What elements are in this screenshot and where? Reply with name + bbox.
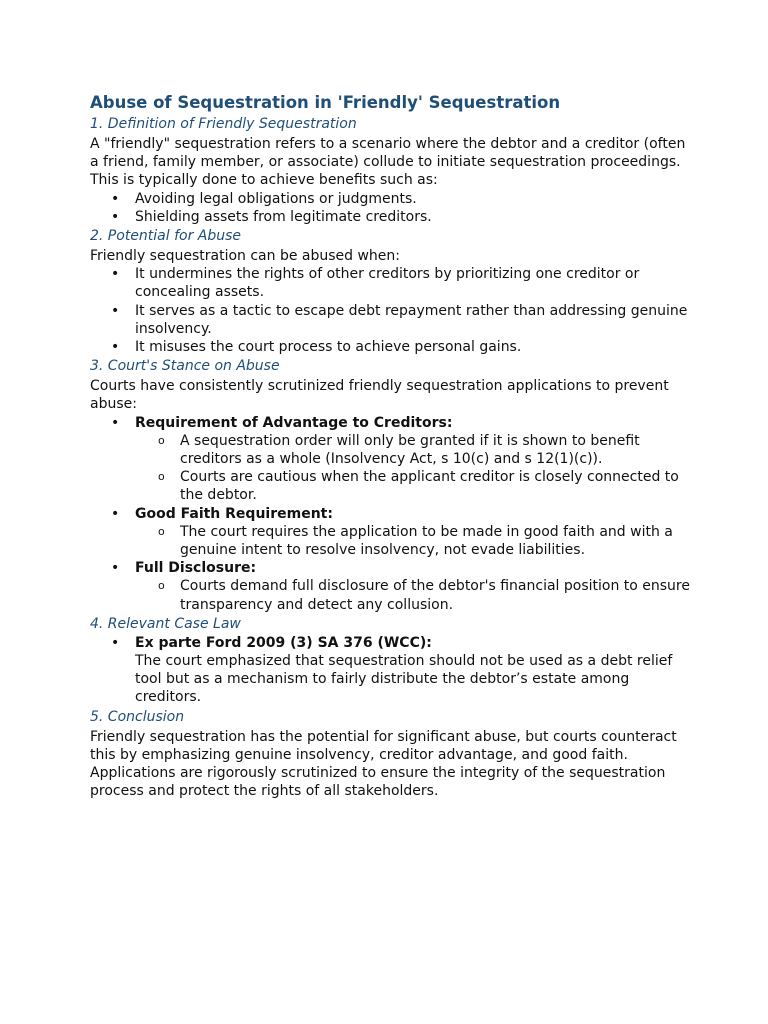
list-item [90,559,690,614]
list-item: • Avoiding legal obligations or judgments. [90,190,690,208]
bullet-list [90,414,690,614]
sub-list-item: o Courts demand full disclosure of the debtor's financial position to ensure transparency and detect any collusion. [135,577,690,613]
sub-list [135,523,690,559]
item-label: Requirement of Advantage to Creditors: [135,414,453,431]
document-title: Abuse of Sequestration in 'Friendly' Sequestration [90,93,561,112]
section-heading-conclusion: 5. Conclusion [90,708,185,725]
section-paragraph: A "friendly" sequestration refers to a scenario where the debtor and a creditor (often a friend, family member, or associate) collude to initiate sequestration proceedings. This is typically done to achieve benefits such as: [90,136,686,189]
sub-list-item: o The court requires the application to be made in good faith and with a genuine intent to resolve insolvency, not evade liabilities. [135,523,690,559]
section-paragraph: Friendly sequestration can be abused when: [90,248,401,265]
list-item: • It misuses the court process to achieve personal gains. [90,338,690,356]
section-heading-definition: 1. Definition of Friendly Sequestration [90,116,357,132]
bullet-list [90,265,690,356]
sub-list [135,577,690,613]
item-label: Full Disclosure: [135,560,257,577]
case-description: The court emphasized that sequestration should not be used as a debt relief tool but as a mechanism to fairly distribute the debtor’s estate among creditors. [135,653,673,706]
bullet-list [90,190,690,226]
sub-list-item: o A sequestration order will only be granted if it is shown to benefit creditors as a whole (Insolvency Act, s 10(c) and s 12(1)(c)). [135,432,690,468]
section-heading-abuse: 2. Potential for Abuse [90,228,242,245]
list-item: • It serves as a tactic to escape debt repayment rather than addressing genuine insolvency. [90,302,690,338]
section-paragraph: Courts have consistently scrutinized friendly sequestration applications to prevent abuse: [90,378,669,413]
sub-list-item: o Courts are cautious when the applicant creditor is closely connected to the debtor. [135,468,690,504]
section-heading-case-law: 4. Relevant Case Law [90,615,241,632]
list-item [90,414,690,505]
section-heading-court-stance: 3. Court's Stance on Abuse [90,358,280,375]
document-page [90,92,690,801]
list-item [90,505,690,560]
item-label: Good Faith Requirement: [135,505,333,522]
case-citation: Ex parte Ford 2009 (3) SA 376 (WCC): [135,634,432,651]
sub-list [135,432,690,505]
list-item: • It undermines the rights of other creditors by prioritizing one creditor or concealing assets. [90,265,690,301]
bullet-list [90,634,690,707]
list-item [90,634,690,707]
conclusion-paragraph: Friendly sequestration has the potential for significant abuse, but courts counteract this by emphasizing genuine insolvency, creditor advantage, and good faith. Applications are rigorously scrutinized to ensure the integrity of the sequestration process and protect the rights of all stakeholders. [90,728,677,800]
list-item: • Shielding assets from legitimate creditors. [90,208,690,226]
